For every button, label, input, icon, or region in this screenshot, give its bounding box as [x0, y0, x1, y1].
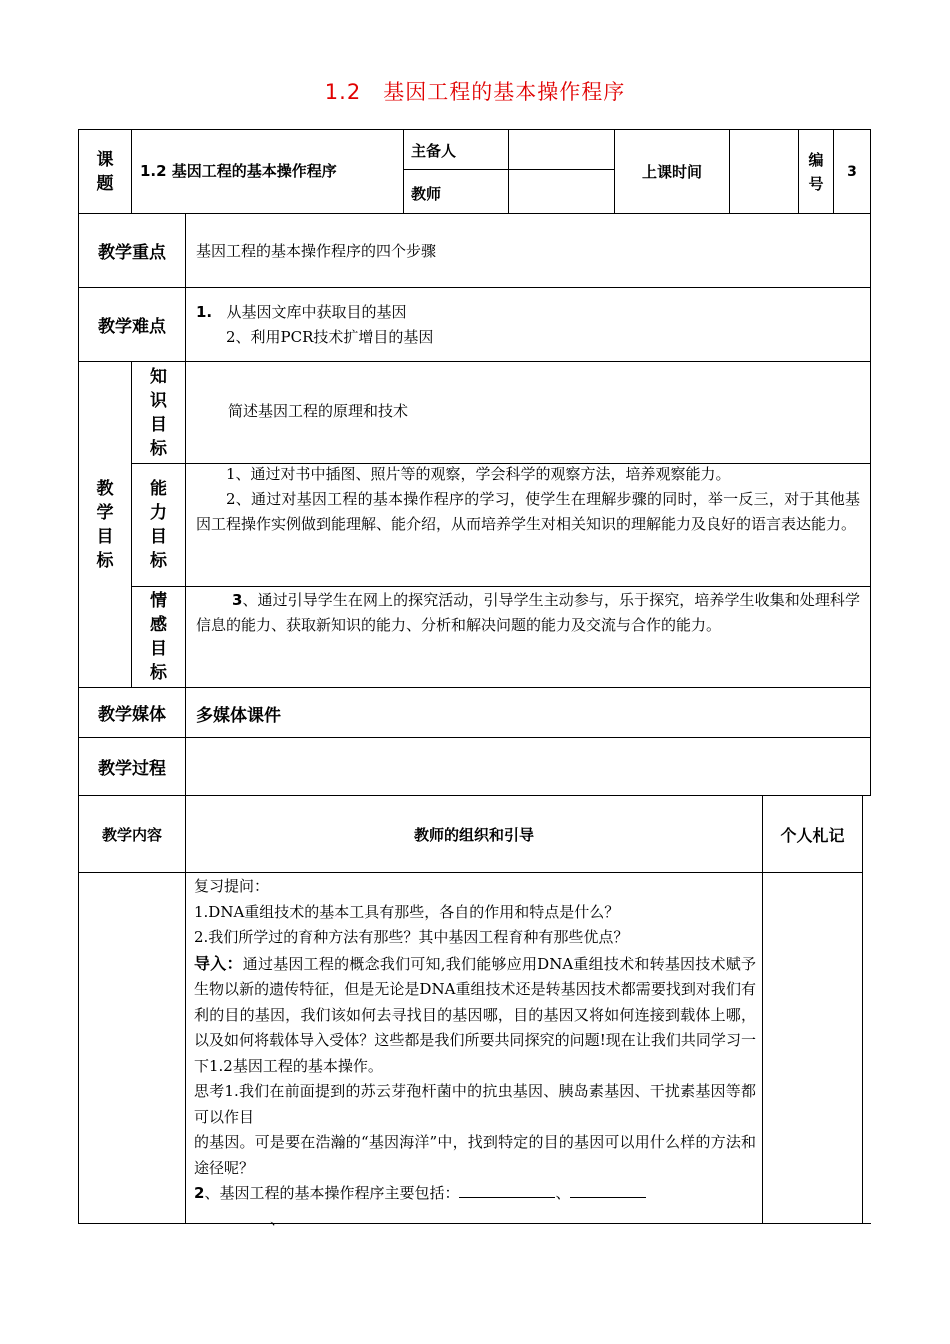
- ability-text: [196, 462, 860, 537]
- emotion-num: 3: [232, 591, 243, 609]
- emotion-label-2: 感: [150, 615, 167, 635]
- preparer-label: 主备人: [411, 142, 457, 160]
- blank-4[interactable]: [285, 1207, 391, 1224]
- course-label-1: 课: [96, 149, 114, 170]
- rule: [78, 213, 871, 214]
- course-label: [79, 130, 131, 213]
- key-point-text: 基因工程的基本操作程序的四个步骤: [196, 242, 437, 260]
- difficulty-label: 教学难点: [98, 317, 166, 337]
- key-point-label: 教学重点: [98, 243, 166, 263]
- guide-body: [194, 874, 756, 1232]
- difficulty-item1: 从基因文库中获取目的基因: [226, 303, 407, 321]
- ability-label: [132, 464, 185, 586]
- rule: [131, 586, 871, 587]
- steps-text: 、基因工程的基本操作程序主要包括：: [204, 1184, 460, 1202]
- teacher-value: [509, 170, 614, 213]
- goals-label-1: 教: [96, 478, 114, 499]
- rule: [403, 129, 404, 214]
- review-q2: 2.我们所学过的育种方法有那些？其中基因工程育种有那些优点？: [194, 928, 629, 946]
- difficulty-item2: 2、利用PCR技术扩增目的基因: [226, 328, 434, 346]
- emotion-label: [132, 587, 185, 687]
- number-label-2: 号: [808, 174, 824, 193]
- knowledge-label-4: 标: [150, 438, 167, 459]
- ability-label-1: 能: [150, 479, 167, 499]
- table-border-right-lower: [862, 795, 863, 1224]
- knowledge-text: 简述基因工程的原理和技术: [228, 402, 409, 420]
- emotion-text: [196, 588, 860, 638]
- ability-label-4: 标: [150, 551, 167, 571]
- blank-2[interactable]: [570, 1181, 646, 1198]
- ability-p1: 1、通过对书中插图、照片等的观察，学会科学的观察方法，培养观察能力。: [226, 465, 731, 483]
- sep-2: 、: [270, 1209, 286, 1228]
- emotion-body: 、通过引导学生在网上的探究活动，引导学生主动参与，乐于探究，培养学生收集和处理科学信息的能力、获取新知识的能力、分析和解决问题的能力及交流与合作的能力。: [196, 591, 860, 634]
- rule: [131, 129, 132, 214]
- knowledge-label: [132, 362, 185, 463]
- emotion-label-4: 标: [150, 663, 167, 683]
- rule: [78, 361, 871, 362]
- col-content-header: 教学内容: [101, 825, 162, 844]
- knowledge-label-2: 识: [150, 390, 167, 411]
- col-notes-header: 个人札记: [780, 825, 845, 845]
- emotion-label-1: 情: [150, 591, 167, 611]
- rule: [78, 687, 871, 688]
- number-value: 3: [847, 163, 857, 180]
- steps-num: 2: [194, 1184, 205, 1202]
- table-border-right-upper: [870, 129, 871, 795]
- intro-text: 通过基因工程的概念我们可知,我们能够应用DNA重组技术和转基因技术赋予生物以新的遗传特征，但是无论是DNA重组技术还是转基因技术都需要找到对我们有利的目的基因，我们该如何去寻找目的基因哪，目的基因又将如何连接到载体上哪，以及如何将载体导入受体？这些都是我们所要共同探究的问题!现在让我们共同学习一下1.2基因工程的基本操作。: [194, 954, 756, 1075]
- sep-1: 、: [555, 1184, 571, 1202]
- col-guide-header: 教师的组织和引导: [413, 825, 534, 844]
- media-value: 多媒体课件: [196, 706, 281, 726]
- goals-label-3: 目: [96, 526, 114, 547]
- number-label: [799, 130, 833, 213]
- preparer-value: [509, 130, 614, 169]
- rule: [78, 872, 863, 873]
- ability-p2: 2、通过对基因工程的基本操作程序的学习，使学生在理解步骤的同时，举一反三，对于其他基因工程操作实例做到能理解、能介绍，从而培养学生对相关知识的理解能力及良好的语言表达能力。: [196, 490, 860, 533]
- number-label-1: 编: [808, 150, 824, 169]
- knowledge-label-3: 目: [150, 414, 167, 435]
- intro-paragraph: [194, 951, 756, 1080]
- ability-label-3: 目: [150, 527, 167, 547]
- review-heading: 复习提问：: [194, 877, 270, 895]
- knowledge-label-1: 知: [150, 366, 167, 387]
- rule: [78, 737, 871, 738]
- blank-1[interactable]: [459, 1181, 555, 1198]
- goals-label-2: 学: [96, 502, 114, 523]
- question-steps-cont: [194, 1207, 756, 1233]
- question-steps: [194, 1181, 756, 1207]
- course-value: 1.2 基因工程的基本操作程序: [140, 162, 337, 180]
- think1-line-b: 的基因。可是要在浩瀚的“基因海洋”中，找到特定的目的基因可以用什么样的方法和途径呢？: [194, 1133, 756, 1177]
- rule: [78, 287, 871, 288]
- process-label: 教学过程: [98, 759, 166, 779]
- course-label-2: 题: [96, 173, 114, 194]
- blank-3[interactable]: [194, 1207, 270, 1224]
- difficulty-item1-num: 1.: [196, 303, 213, 321]
- difficulty-text: [196, 300, 856, 350]
- review-q1: 1.DNA重组技术的基本工具有那些，各自的作用和特点是什么？: [194, 902, 620, 921]
- goals-label: [79, 362, 131, 687]
- media-label: 教学媒体: [98, 705, 166, 725]
- time-label: 上课时间: [641, 163, 702, 181]
- ability-label-2: 力: [150, 503, 167, 523]
- emotion-label-3: 目: [150, 639, 167, 659]
- time-value: [730, 130, 798, 213]
- intro-label: 导入：: [194, 953, 243, 973]
- goals-label-4: 标: [96, 550, 114, 571]
- rule: [185, 213, 186, 795]
- think1-line-a: 思考1.我们在前面提到的苏云芽孢杆菌中的抗虫基因、胰岛素基因、干扰素基因等都可以作目: [194, 1082, 756, 1126]
- page-title: 1.2 基因工程的基本操作程序: [324, 80, 626, 104]
- teacher-label: 教师: [411, 185, 442, 203]
